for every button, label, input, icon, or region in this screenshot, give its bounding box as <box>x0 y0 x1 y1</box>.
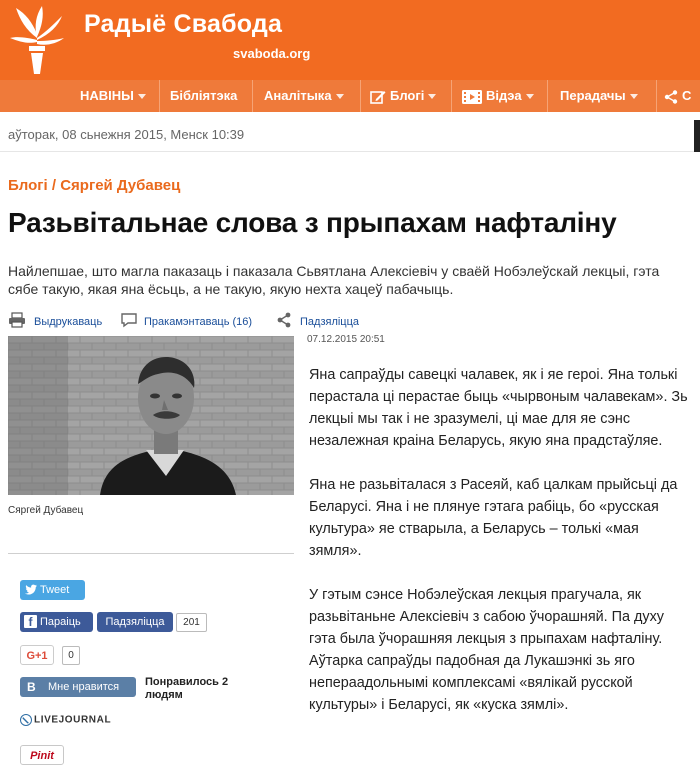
pinterest-button[interactable] <box>20 745 64 765</box>
nav-item-video[interactable] <box>462 80 534 112</box>
article-paragraph: Яна сапраўды савецкі чалавек, як і яе героі. Яна толькі перастала ці перастае быць «чырвоным чалавекам». Зь лекцыі мы так і не зразумелі, ці мае для яе сэнс незалежная краіна Беларусь, якую яна прадстаўляе. <box>309 367 688 449</box>
nav-label: Відэа <box>486 88 522 103</box>
caret-down-icon <box>336 94 344 99</box>
vk-logo-icon: В <box>27 680 36 694</box>
site-name[interactable]: Радыё Свабода <box>84 10 283 38</box>
author-photo[interactable] <box>8 336 294 495</box>
tweet-button[interactable] <box>20 580 85 600</box>
nav-item-library[interactable] <box>170 80 237 112</box>
caret-down-icon <box>138 94 146 99</box>
nav-item-programs[interactable] <box>560 80 638 112</box>
date-bar <box>0 112 700 152</box>
tweet-label: Tweet <box>40 584 70 596</box>
comments-label: Пракамэнтаваць (16) <box>144 316 253 328</box>
current-date: аўторак, 08 сьнежня 2015, Менск 10:39 <box>8 127 245 142</box>
nav-label: Аналітыка <box>264 88 332 103</box>
google-plus-count: 0 <box>62 646 80 665</box>
share-icon <box>664 90 678 104</box>
livejournal-button[interactable] <box>20 714 111 726</box>
page-title: Разьвітальнае слова з прыпахам нафталіну <box>8 207 617 238</box>
nav-label: Бібліятэка <box>170 88 238 103</box>
facebook-share-count: 201 <box>176 613 207 632</box>
vk-like-button[interactable] <box>20 677 136 697</box>
share-icon <box>276 312 292 328</box>
article-paragraph: Яна не разьвіталася з Расеяй, каб цалкам прыйсьці да Беларусі. Яна і не плянуе гэтага рабіць, бо «русская культура» яе стварыла, а Беларусь – толькі «мая зямля». <box>309 477 678 559</box>
site-header <box>0 0 700 80</box>
nav-item-share[interactable] <box>664 80 691 112</box>
article-body <box>309 364 694 738</box>
video-film-icon <box>462 89 482 105</box>
print-label: Выдрукаваць <box>34 316 103 328</box>
torch-logo-icon[interactable] <box>6 4 68 76</box>
nav-label: Блогі <box>390 88 425 103</box>
nav-divider <box>451 80 452 112</box>
google-plus-button[interactable] <box>20 645 54 665</box>
facebook-recommend-button[interactable] <box>20 612 93 632</box>
comment-bubble-icon <box>120 312 138 328</box>
facebook-share-label: Падзяліцца <box>105 616 165 628</box>
scrollbar-thumb[interactable] <box>694 120 700 152</box>
share-label: Падзяліцца <box>300 316 360 328</box>
vk-like-label: Мне нравится <box>48 681 120 693</box>
caret-down-icon <box>428 94 436 99</box>
nav-label: Перадачы <box>560 88 626 103</box>
gplus-label: G+1 <box>26 650 48 662</box>
nav-label: НАВІНЫ <box>80 88 134 103</box>
pinterest-label: Pinit <box>30 750 54 762</box>
author-portrait-image <box>8 336 294 495</box>
facebook-icon: f <box>24 615 37 628</box>
pencil-edit-icon <box>370 89 386 105</box>
nav-divider <box>547 80 548 112</box>
nav-divider <box>360 80 361 112</box>
livejournal-label: LIVEJOURNAL <box>34 714 112 726</box>
nav-divider <box>252 80 253 112</box>
caret-down-icon <box>630 94 638 99</box>
divider <box>8 553 294 554</box>
main-nav <box>0 80 700 112</box>
printer-icon <box>8 312 26 328</box>
site-url[interactable]: svaboda.org <box>233 46 311 61</box>
photo-caption: Сяргей Дубавец <box>8 505 84 516</box>
livejournal-pencil-icon <box>20 714 32 726</box>
vk-like-count-text: Понравилось 2 людям <box>145 676 229 701</box>
article-lead: Найлепшае, што магла паказаць і паказала Сьвятлана Алексіевіч у сваёй Нобэлеўскай лекцыі, гэта сябе такую, якая яна ёсьць, а не такую, якую нехта хацеў пабачыць. <box>8 263 660 297</box>
facebook-recommend-label: Параіць <box>40 616 81 628</box>
nav-divider <box>159 80 160 112</box>
caret-down-icon <box>526 94 534 99</box>
nav-divider <box>656 80 657 112</box>
nav-item-news[interactable] <box>80 80 146 112</box>
facebook-share-button[interactable] <box>97 612 173 632</box>
twitter-bird-icon <box>25 584 37 595</box>
nav-item-blogs[interactable] <box>370 80 436 112</box>
nav-item-analytics[interactable] <box>264 80 344 112</box>
breadcrumb[interactable]: Блогі / Сяргей Дубавец <box>8 177 181 194</box>
publish-timestamp: 07.12.2015 20:51 <box>307 334 385 345</box>
article-paragraph: У гэтым сэнсе Нобэлеўская лекцыя прагучала, як разьвітаньне Алексіевіч з сабою ўчорашняй. Па духу гэта была ўчорашняя лекцыя з прыпахам нафталіну. Аўтарка сапраўды падобная да Лукашэнкі зь яго непераадольнымі комплексамі «вялікай русской культуры» і Беларусі, як «куска зямлі». <box>309 587 664 713</box>
nav-label: С <box>682 88 692 103</box>
